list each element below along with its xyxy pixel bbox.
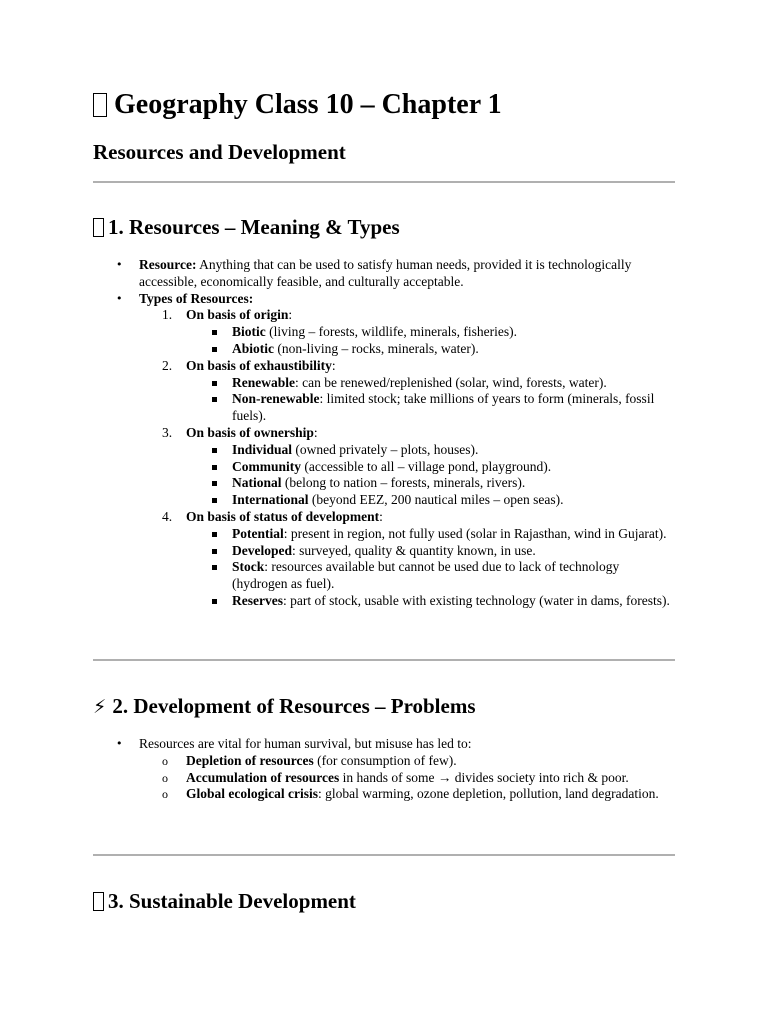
section-2-content	[93, 736, 675, 803]
list-item: • Resources are vital for human survival, but misuse has led to: o Depletion of resources (for consumption of few). o Accumulation of resources in hands of some → divides society into rich & poor. o Global ecological crisis: global warming, ozone depletion, pollution, land degradation.	[139, 736, 675, 803]
type-group: 3. On basis of ownership: Individual (owned privately – plots, houses). Community (accessible to all – village pond, playground). National (belong to nation – forests, minerals, rivers). International (beyond EEZ, 200 nautical miles – open seas).	[186, 425, 675, 509]
list-item: Reserves: part of stock, usable with existing technology (water in dams, forests).	[232, 593, 675, 610]
divider	[93, 181, 675, 183]
section-heading-3: 3. Sustainable Development	[93, 887, 356, 915]
list-item: Biotic (living – forests, wildlife, minerals, fisheries).	[232, 324, 675, 341]
list-item: o Depletion of resources (for consumption of few).	[186, 753, 675, 770]
list-item: Renewable: can be renewed/replenished (solar, wind, forests, water).	[232, 375, 675, 392]
list-item: • Resource: Anything that can be used to satisfy human needs, provided it is technologically accessible, economically feasible, and culturally acceptable.	[139, 257, 675, 291]
list-item: National (belong to nation – forests, minerals, rivers).	[232, 475, 675, 492]
list-item: Community (accessible to all – village pond, playground).	[232, 459, 675, 476]
list-item: • Types of Resources: 1. On basis of origin: Biotic (living – forests, wildlife, minerals, fisheries). Abiotic (non-living – rocks, minerals, water). 2. On basis of exhaustibility: Renewable: can be renewed/replenished (solar, wind, forests, water). Non-renewable: limited stock; take millions of years to form (minerals, fossil fuels). 3. On basis of ownership: Individual (owned privately – plots, houses). Community (accessible to all – village pond, playground). National (belong to nation – forests, minerals, rivers). International (beyond EEZ, 200 nautical miles – open seas). 4. On basis of status of development: Potential: present in region, not fully used (solar in Rajasthan, wind in Gujarat). Developed: surveyed, quality & quantity known, in use. Stock: resources available but cannot be used due to lack of technology (hydrogen as fuel). Reserves: part of stock, usable with existing technology (water in dams, forests).	[139, 291, 675, 610]
book-icon	[93, 93, 107, 117]
box-icon	[93, 892, 104, 911]
list-item: o Accumulation of resources in hands of some → divides society into rich & poor.	[186, 770, 675, 787]
type-group: 4. On basis of status of development: Potential: present in region, not fully used (solar in Rajasthan, wind in Gujarat). Developed: surveyed, quality & quantity known, in use. Stock: resources available but cannot be used due to lack of technology (hydrogen as fuel). Reserves: part of stock, usable with existing technology (water in dams, forests).	[186, 509, 675, 610]
list-item: Non-renewable: limited stock; take millions of years to form (minerals, fossil fuels).	[232, 391, 675, 425]
page-subtitle: Resources and Development	[93, 140, 346, 164]
list-item: Potential: present in region, not fully used (solar in Rajasthan, wind in Gujarat).	[232, 526, 675, 543]
resource-types-list	[139, 307, 675, 609]
divider	[93, 854, 675, 856]
type-group: 2. On basis of exhaustibility: Renewable: can be renewed/replenished (solar, wind, forests, water). Non-renewable: limited stock; take millions of years to form (minerals, fossil fuels).	[186, 358, 675, 425]
list-item: Stock: resources available but cannot be used due to lack of technology (hydrogen as fuel).	[232, 559, 675, 593]
section-heading-1: 1. Resources – Meaning & Types	[93, 213, 400, 241]
section-heading-2: ⚡ 2. Development of Resources – Problems	[93, 692, 476, 721]
type-group: 1. On basis of origin: Biotic (living – forests, wildlife, minerals, fisheries). Abiotic (non-living – rocks, minerals, water).	[186, 307, 675, 357]
lightning-icon: ⚡	[93, 696, 107, 718]
list-item: Abiotic (non-living – rocks, minerals, water).	[232, 341, 675, 358]
section-1-content	[93, 257, 675, 610]
divider	[93, 659, 675, 661]
list-item: International (beyond EEZ, 200 nautical miles – open seas).	[232, 492, 675, 509]
list-item: o Global ecological crisis: global warming, ozone depletion, pollution, land degradation.	[186, 786, 675, 803]
page-title: Geography Class 10 – Chapter 1	[93, 86, 502, 124]
list-item: Developed: surveyed, quality & quantity known, in use.	[232, 543, 675, 560]
box-icon	[93, 218, 104, 237]
list-item: Individual (owned privately – plots, houses).	[232, 442, 675, 459]
